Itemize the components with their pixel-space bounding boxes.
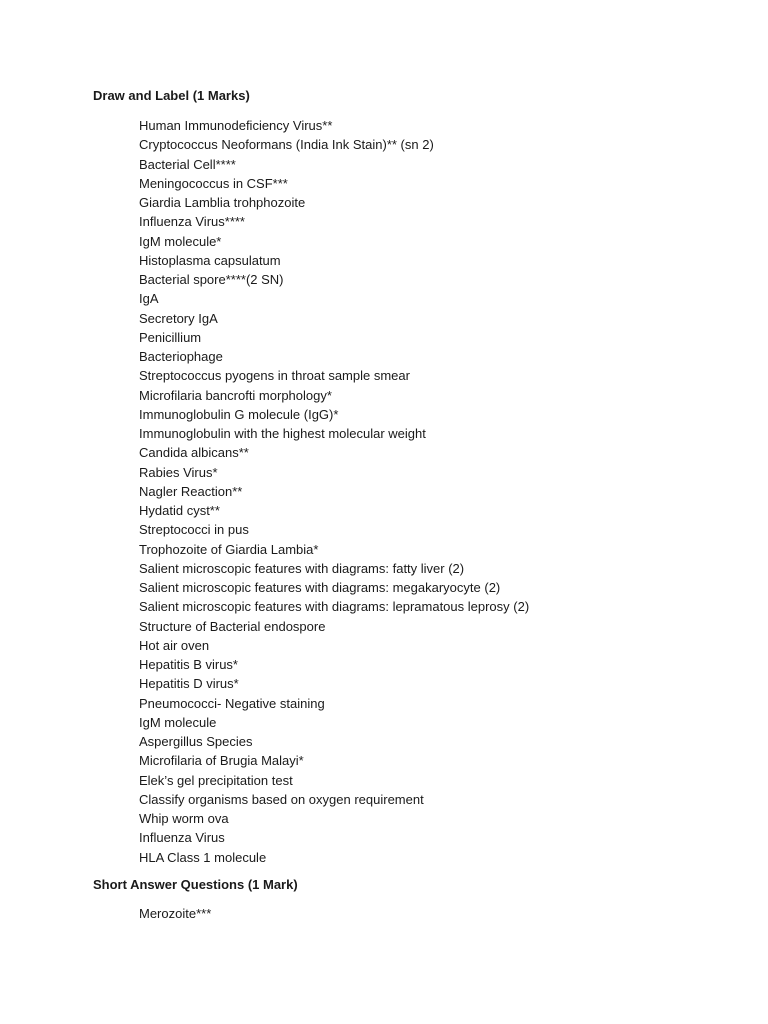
- list-item-text: IgM molecule*: [139, 233, 222, 249]
- list-item-text: Bacterial spore****(2 SN): [139, 272, 284, 287]
- list-item-text: Secretory IgA: [139, 310, 218, 326]
- section-heading-draw-and-label: Draw and Label (1 Marks): [93, 88, 250, 103]
- list-item-text: Streptococci in pus: [139, 522, 249, 538]
- list-item-text: Pneumococci- Negative staining: [139, 695, 325, 711]
- list-item-text: Salient microscopic features with diagrams: fatty liver (2): [139, 560, 465, 576]
- list-item-text: Microfilaria bancrofti morphology*: [139, 387, 332, 403]
- list-item-text: Influenza Virus****: [139, 214, 245, 230]
- list-item-text: Microfilaria of Brugia Malayi*: [139, 753, 304, 769]
- list-item-text: Whip worm ova: [139, 811, 229, 826]
- list-item-text: Cryptococcus Neoformans (India Ink Stain)** (sn 2): [139, 137, 434, 153]
- list-item-text: Bacterial Cell****: [139, 156, 236, 172]
- list-item-text: Salient microscopic features with diagrams: lepramatous leprosy (2): [139, 599, 530, 615]
- list-item-text: Meningococcus in CSF***: [139, 175, 288, 191]
- list-item-text: Immunoglobulin G molecule (IgG)*: [139, 406, 339, 422]
- section-heading-short-answer: Short Answer Questions (1 Mark): [93, 877, 298, 892]
- list-item-text: Penicillium: [139, 329, 202, 345]
- list-item-text: Trophozoite of Giardia Lambia*: [139, 541, 319, 557]
- list-item-text: Human Immunodeficiency Virus**: [139, 118, 333, 133]
- list-item-text: Rabies Virus*: [139, 464, 218, 480]
- list-item-text: Elek’s gel precipitation test: [139, 772, 293, 788]
- list-item-text: Aspergillus Species: [139, 734, 253, 749]
- list-item-text: Classify organisms based on oxygen requirement: [139, 791, 424, 807]
- list-item-text: Immunoglobulin with the highest molecular weight: [139, 426, 426, 441]
- list-item-text: Hepatitis D virus*: [139, 676, 239, 692]
- list-item-text: Streptococcus pyogens in throat sample smear: [139, 368, 410, 384]
- list-item-text: IgM molecule: [139, 714, 217, 730]
- list-item-text: Influenza Virus: [139, 830, 225, 846]
- list-item-text: Hydatid cyst**: [139, 503, 220, 518]
- list-item-text: HLA Class 1 molecule: [139, 849, 267, 865]
- list-item-text: Structure of Bacterial endospore: [139, 618, 326, 634]
- list-item-text: Merozoite***: [139, 906, 212, 921]
- list-item-text: Salient microscopic features with diagrams: megakaryocyte (2): [139, 580, 501, 595]
- list-item-text: Giardia Lamblia trohphozoite: [139, 195, 306, 210]
- list-item-text: Bacteriophage: [139, 349, 223, 364]
- list-item-text: Candida albicans**: [139, 445, 249, 461]
- list-item-text: Nagler Reaction**: [139, 483, 243, 499]
- list-item-text: IgA: [139, 291, 159, 307]
- list-item-text: Histoplasma capsulatum: [139, 252, 281, 268]
- list-item-text: Hepatitis B virus*: [139, 657, 238, 672]
- list-item-text: Hot air oven: [139, 637, 210, 653]
